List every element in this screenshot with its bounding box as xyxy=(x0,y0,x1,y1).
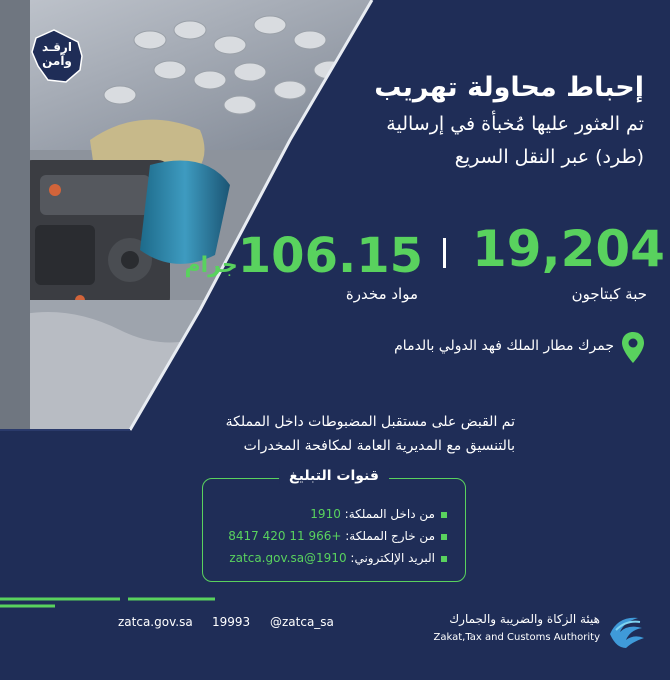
footer-org-ar: هيئة الزكاة والضريبة والجمارك xyxy=(449,612,600,626)
report-row-domestic-label: من داخل المملكة: xyxy=(344,507,435,521)
stat-drugs-unit: جرام xyxy=(184,253,238,278)
location-text: جمرك مطار الملك فهد الدولي بالدمام xyxy=(394,338,614,354)
report-row-email-label: البريد الإلكتروني: xyxy=(350,551,435,565)
stat-drugs-value: 106.15 xyxy=(237,228,423,284)
badge-line-1: ارقـد xyxy=(42,40,72,54)
report-row-international-value[interactable]: +966 11 420 8417 xyxy=(228,529,342,543)
stat-capsules-value: 19,204 xyxy=(472,220,665,278)
note-line-1: تم القبض على مستقبل المضبوطات داخل المملكة xyxy=(225,414,515,430)
report-row-email-value[interactable]: 1910@zatca.gov.sa xyxy=(229,551,347,565)
stat-capsules-label: حبة كبتاجون xyxy=(571,285,647,303)
report-row-international xyxy=(228,529,447,543)
stats-divider xyxy=(443,238,446,268)
badge-line-2: وآمن xyxy=(42,54,72,68)
bullet-icon xyxy=(441,534,447,540)
headline-title: إحباط محاولة تهريب xyxy=(374,72,644,103)
bullet-icon xyxy=(441,556,447,562)
report-channels-box xyxy=(202,468,466,582)
note-line-2: بالتنسيق مع المديرية العامة لمكافحة المخدرات xyxy=(243,438,515,454)
report-row-email xyxy=(229,551,447,565)
report-row-international-label: من خارج المملكة: xyxy=(345,529,435,543)
stat-drugs xyxy=(184,228,423,288)
report-channels-title: قنوات التبليغ xyxy=(279,468,389,484)
footer-phone[interactable]: 19993 xyxy=(212,615,251,629)
footer-org-en: Zakat,Tax and Customs Authority xyxy=(433,632,600,643)
report-row-domestic xyxy=(310,507,447,521)
location-pin-icon xyxy=(620,330,646,366)
bullet-icon xyxy=(441,512,447,518)
decorative-lines xyxy=(0,596,670,610)
headline-subtitle-1: تم العثور عليها مُخبأة في إرسالية xyxy=(386,113,644,135)
footer-website[interactable]: zatca.gov.sa xyxy=(118,615,193,629)
report-row-domestic-value[interactable]: 1910 xyxy=(310,507,341,521)
badge-text xyxy=(26,40,88,68)
footer-handle[interactable]: @zatca_sa xyxy=(270,615,334,629)
stat-drugs-label: مواد مخدرة xyxy=(345,285,418,303)
zatca-logo-icon xyxy=(604,608,648,652)
headline-subtitle-2: (طرد) عبر النقل السريع xyxy=(454,146,644,168)
